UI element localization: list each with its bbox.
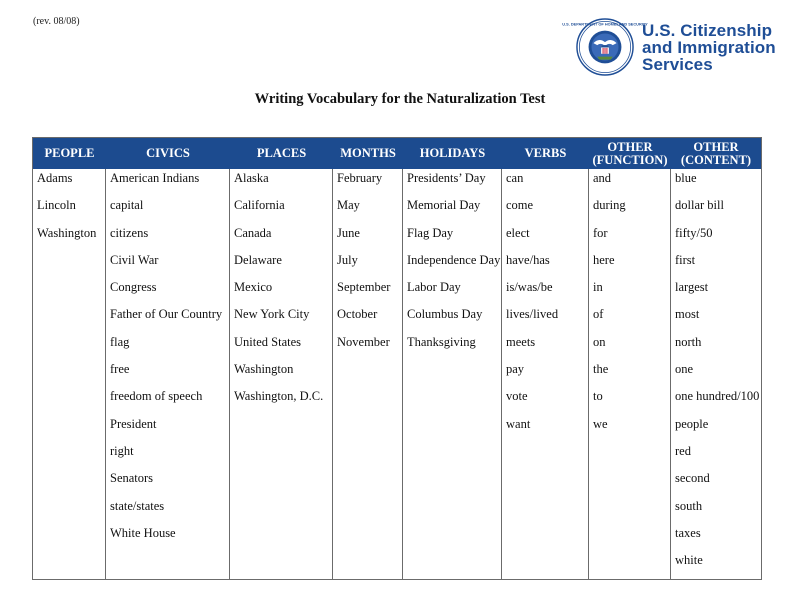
vocabulary-word: November bbox=[337, 334, 390, 349]
vocabulary-word: want bbox=[506, 416, 531, 431]
column-header-months: MONTHS bbox=[340, 146, 396, 160]
vocabulary-word: Columbus Day bbox=[407, 307, 483, 322]
dhs-seal-icon bbox=[562, 18, 648, 76]
vocabulary-word: white bbox=[675, 553, 703, 568]
vocabulary-word: can bbox=[506, 171, 524, 185]
vocabulary-word: White House bbox=[110, 525, 176, 540]
vocabulary-word: on bbox=[593, 334, 606, 349]
vocabulary-word: is/was/be bbox=[506, 280, 553, 295]
vocabulary-word: October bbox=[337, 307, 378, 322]
column-holidays bbox=[407, 169, 500, 360]
agency-name-line: Services bbox=[642, 54, 713, 74]
column-other-function bbox=[593, 169, 626, 442]
vocabulary-table bbox=[32, 137, 762, 580]
vocabulary-word: north bbox=[675, 334, 702, 349]
vocabulary-word: Independence Day bbox=[407, 252, 501, 267]
agency-name bbox=[642, 22, 776, 73]
column-header-holidays: HOLIDAYS bbox=[419, 146, 486, 160]
vocabulary-word: President bbox=[110, 416, 157, 431]
agency-name-line: and Immigration bbox=[642, 37, 776, 57]
column-divider bbox=[105, 169, 106, 579]
vocabulary-word: state/states bbox=[110, 498, 165, 513]
vocabulary-word: vote bbox=[506, 389, 528, 404]
vocabulary-word: meets bbox=[506, 334, 536, 349]
column-header-other-function: OTHER (FUNCTION) bbox=[592, 139, 668, 167]
vocabulary-word: largest bbox=[675, 280, 709, 295]
vocabulary-word: citizens bbox=[110, 225, 149, 240]
column-header-civics: CIVICS bbox=[146, 146, 190, 160]
vocabulary-word: here bbox=[593, 252, 615, 267]
vocabulary-word: Congress bbox=[110, 280, 157, 295]
column-places bbox=[234, 169, 323, 415]
vocabulary-word: American Indians bbox=[110, 171, 200, 185]
column-civics bbox=[110, 169, 222, 551]
column-people bbox=[37, 169, 96, 251]
vocabulary-word: Washington, D.C. bbox=[234, 389, 324, 404]
vocabulary-word: May bbox=[337, 198, 360, 213]
vocabulary-word: dollar bill bbox=[675, 198, 724, 213]
vocabulary-word: elect bbox=[506, 225, 530, 240]
vocabulary-word: south bbox=[675, 498, 703, 513]
vocabulary-word: have/has bbox=[506, 252, 550, 267]
vocabulary-word: United States bbox=[234, 334, 302, 349]
vocabulary-word: freedom of speech bbox=[110, 389, 203, 404]
column-verbs bbox=[506, 169, 558, 442]
vocabulary-word: Civil War bbox=[110, 252, 159, 267]
vocabulary-word: Father of Our Country bbox=[110, 307, 223, 322]
agency-brand bbox=[562, 18, 776, 76]
table-header-row bbox=[33, 138, 761, 169]
vocabulary-word: Presidents’ Day bbox=[407, 171, 486, 185]
vocabulary-word: the bbox=[593, 362, 609, 377]
column-divider bbox=[670, 169, 671, 579]
vocabulary-word: New York City bbox=[234, 307, 310, 322]
column-divider bbox=[229, 169, 230, 579]
vocabulary-word: Canada bbox=[234, 225, 272, 240]
vocabulary-word: right bbox=[110, 443, 134, 458]
vocabulary-word: February bbox=[337, 171, 383, 185]
vocabulary-word: most bbox=[675, 307, 700, 322]
vocabulary-word: for bbox=[593, 225, 608, 240]
page-title: Writing Vocabulary for the Naturalization Test bbox=[254, 91, 546, 107]
vocabulary-word: to bbox=[593, 389, 603, 404]
vocabulary-word: during bbox=[593, 198, 626, 213]
column-header-people: PEOPLE bbox=[44, 146, 95, 160]
column-divider bbox=[332, 169, 333, 579]
vocabulary-word: Adams bbox=[37, 171, 73, 185]
vocabulary-word: Washington bbox=[37, 225, 97, 240]
vocabulary-word: and bbox=[593, 171, 612, 185]
vocabulary-word: lives/lived bbox=[506, 307, 559, 322]
column-header-places: PLACES bbox=[256, 146, 307, 160]
vocabulary-word: taxes bbox=[675, 525, 701, 540]
vocabulary-word: one hundred/100 bbox=[675, 389, 760, 404]
vocabulary-word: Senators bbox=[110, 471, 154, 486]
vocabulary-word: of bbox=[593, 307, 604, 322]
vocabulary-word: Memorial Day bbox=[407, 198, 481, 213]
vocabulary-word: capital bbox=[110, 198, 144, 213]
vocabulary-word: come bbox=[506, 198, 534, 213]
vocabulary-word: September bbox=[337, 280, 391, 295]
vocabulary-word: one bbox=[675, 362, 694, 377]
vocabulary-word: we bbox=[593, 416, 608, 431]
vocabulary-word: free bbox=[110, 362, 130, 377]
column-months bbox=[337, 169, 390, 360]
vocabulary-word: Thanksgiving bbox=[407, 334, 476, 349]
vocabulary-word: Alaska bbox=[234, 171, 269, 185]
vocabulary-word: flag bbox=[110, 334, 130, 349]
column-divider bbox=[588, 169, 589, 579]
column-divider bbox=[501, 169, 502, 579]
column-header-verbs: VERBS bbox=[524, 146, 567, 160]
seal-ring-text: U.S. DEPARTMENT OF HOMELAND SECURITY bbox=[562, 22, 648, 27]
vocabulary-word: pay bbox=[506, 362, 525, 377]
vocabulary-word: Lincoln bbox=[37, 198, 76, 213]
column-divider bbox=[402, 169, 403, 579]
vocabulary-word: red bbox=[675, 443, 691, 458]
vocabulary-word: Washington bbox=[234, 362, 294, 377]
vocabulary-word: Labor Day bbox=[407, 280, 461, 295]
vocabulary-word: second bbox=[675, 471, 710, 486]
column-header-other-content: OTHER (CONTENT) bbox=[680, 139, 752, 167]
vocabulary-word: Delaware bbox=[234, 252, 282, 267]
vocabulary-word: June bbox=[337, 225, 360, 240]
vocabulary-word: people bbox=[675, 416, 709, 431]
vocabulary-word: in bbox=[593, 280, 603, 295]
agency-name-line: U.S. Citizenship bbox=[642, 20, 773, 40]
vocabulary-word: Flag Day bbox=[407, 225, 454, 240]
vocabulary-word: fifty/50 bbox=[675, 225, 713, 240]
vocabulary-word: Mexico bbox=[234, 280, 273, 295]
revision-label: (rev. 08/08) bbox=[33, 16, 80, 27]
column-other-content bbox=[675, 169, 759, 578]
vocabulary-word: July bbox=[337, 252, 358, 267]
vocabulary-word: California bbox=[234, 198, 285, 213]
vocabulary-word: blue bbox=[675, 171, 697, 185]
vocabulary-word: first bbox=[675, 252, 696, 267]
